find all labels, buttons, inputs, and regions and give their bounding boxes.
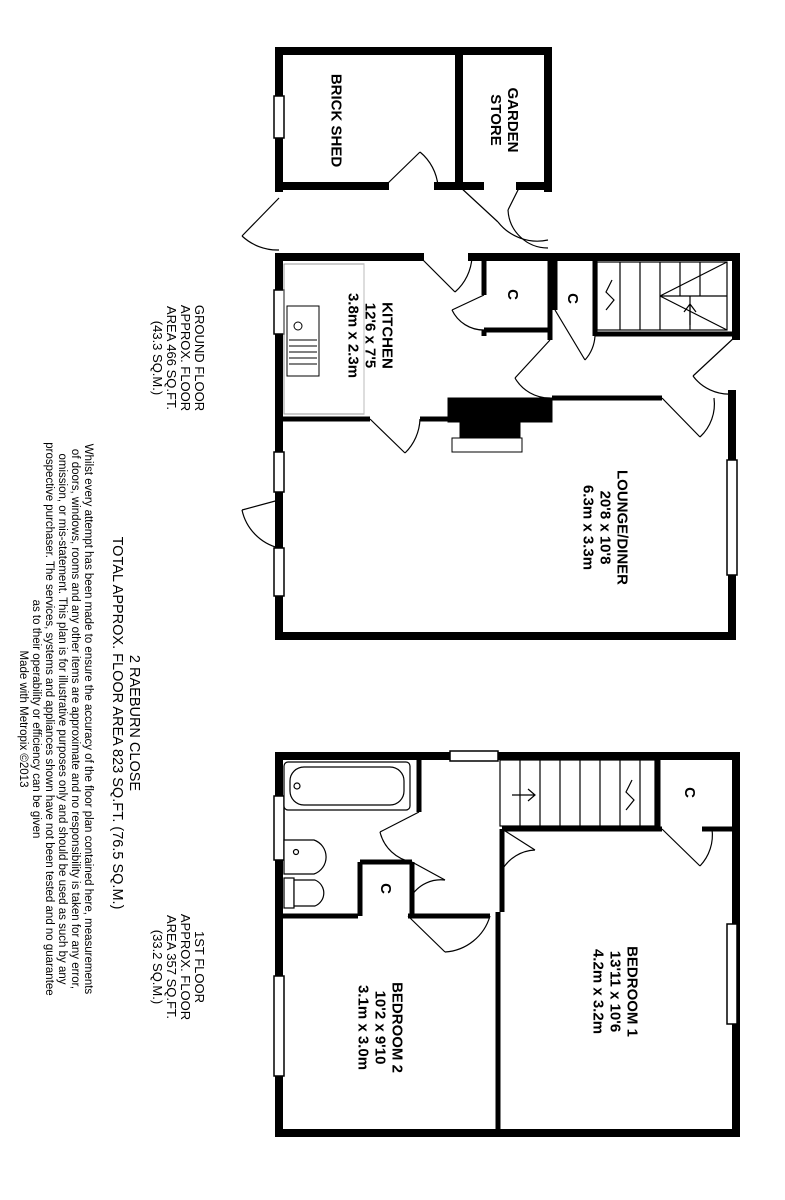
total-floor-area: TOTAL APPROX. FLOOR AREA 823 SQ.FT. (76.5 SQ.M.) xyxy=(109,536,125,910)
disclaimer xyxy=(16,309,94,1129)
bedroom1-imperial: 13'11 x 10'6 xyxy=(606,950,624,1033)
disclaimer-line-6: Made with Metropix ©2013 xyxy=(17,650,29,788)
lounge-diner-imperial: 20'8 x 10'8 xyxy=(596,490,614,565)
cupboard-label-1: C xyxy=(503,289,521,300)
ground-floor-approx: APPROX. FLOOR xyxy=(178,304,193,412)
room-label-bedroom1 xyxy=(590,932,641,1052)
kitchen-imperial: 12'6 x 7'5 xyxy=(361,302,379,369)
first-floor-approx: APPROX. FLOOR xyxy=(178,913,193,1021)
disclaimer-line-2: of doors, windows, rooms and any other items are approximate and no responsibility is taken for any error, xyxy=(69,448,81,990)
property-name: 2 RAEBURN CLOSE xyxy=(126,654,142,792)
disclaimer-line-3: omission, or mis-statement. This plan is for illustrative purposes only and should be used as such by any xyxy=(56,453,68,985)
disclaimer-line-5: as to their operability or efficiency can be given xyxy=(30,599,42,839)
first-floor-plan xyxy=(274,751,737,1133)
bedroom2-metric: 3.1m x 3.0m xyxy=(354,984,372,1071)
bedroom1-name: BEDROOM 1 xyxy=(623,946,641,1037)
cupboard-label-3: C xyxy=(680,787,698,798)
room-label-garden-store xyxy=(487,80,521,160)
first-floor-sqm: (33.2 SQ.M.) xyxy=(150,929,165,1005)
first-floor-area-info xyxy=(150,897,206,1037)
kitchen-name: KITCHEN xyxy=(378,302,396,369)
property-summary xyxy=(108,463,142,983)
garden-store-line-1: GARDEN xyxy=(504,87,521,153)
room-label-brick-shed xyxy=(328,71,345,171)
ground-floor-sqm: (43.3 SQ.M.) xyxy=(150,320,165,396)
room-label-bedroom2 xyxy=(355,968,406,1088)
garden-store-line-2: STORE xyxy=(487,94,504,146)
kitchen-metric: 3.8m x 2.3m xyxy=(344,292,362,379)
lounge-diner-metric: 6.3m x 3.3m xyxy=(579,484,597,571)
disclaimer-line-1: Whilst every attempt has been made to ensure the accuracy of the floor plan contained here, measurements xyxy=(82,443,94,995)
room-label-lounge-diner xyxy=(580,453,631,603)
bedroom2-imperial: 10'2 x 9'10 xyxy=(371,990,389,1065)
first-stairs xyxy=(500,760,655,826)
first-doors xyxy=(380,812,712,952)
cupboard-label-4: C xyxy=(376,883,394,894)
room-label-kitchen xyxy=(345,281,396,391)
fireplace xyxy=(448,398,552,452)
ground-floor-title: GROUND FLOOR xyxy=(192,304,207,412)
ground-floor-area-info xyxy=(150,288,206,428)
disclaimer-line-4: prospective purchaser. The services, systems and appliances shown have not been tested and no guarantee xyxy=(43,442,55,996)
ground-windows xyxy=(274,96,737,596)
ground-stairs xyxy=(597,262,727,330)
first-floor-title: 1ST FLOOR xyxy=(192,930,207,1003)
cupboard-label-2: C xyxy=(563,293,581,304)
lounge-diner-name: LOUNGE/DINER xyxy=(613,469,631,585)
brick-shed-name: BRICK SHED xyxy=(327,73,345,168)
first-floor-sqft: AREA 357 SQ.FT. xyxy=(164,914,179,1020)
ground-floor-sqft: AREA 466 SQ.FT. xyxy=(164,305,179,411)
bedroom1-metric: 4.2m x 3.2m xyxy=(589,948,607,1035)
bedroom2-name: BEDROOM 2 xyxy=(388,982,406,1073)
